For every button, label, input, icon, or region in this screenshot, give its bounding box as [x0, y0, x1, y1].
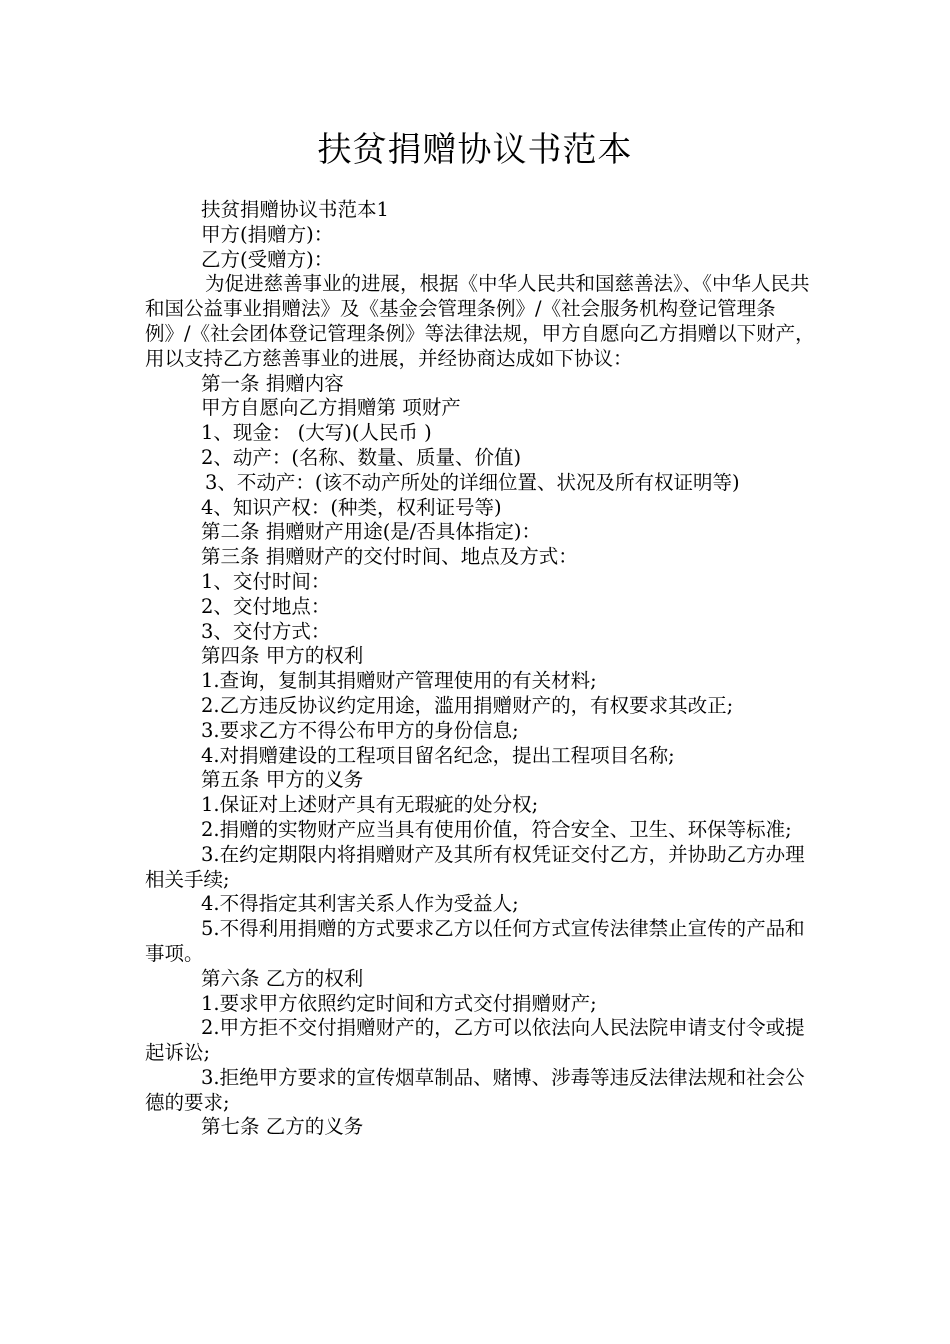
article-1-item-cash: 1、现金： (大写)(人民币 ): [201, 421, 432, 445]
article-4-item-2: 2.乙方违反协议约定用途，滥用捐赠财产的，有权要求其改正;: [201, 693, 734, 717]
article-5-item-1: 1.保证对上述财产具有无瑕疵的处分权;: [201, 793, 539, 817]
article-4-item-1: 1.查询，复制其捐赠财产管理使用的有关材料;: [201, 669, 597, 693]
article-5-item-5: 5.不得利用捐赠的方式要求乙方以任何方式宣传法律禁止宣传的产品和事项。: [145, 917, 805, 965]
article-3-item-method: 3、交付方式：: [201, 619, 331, 643]
article-6-item-2: 2.甲方拒不交付捐赠财产的，乙方可以依法向人民法院申请支付令或提起诉讼;: [145, 1016, 805, 1065]
article-5-heading: 第五条 甲方的义务: [201, 768, 364, 792]
article-5-item-3: 3.在约定期限内将捐赠财产及其所有权凭证交付乙方，并协助乙方办理相关手续;: [145, 842, 805, 891]
article-3-item-time: 1、交付时间：: [201, 569, 331, 593]
article-5-item-2: 2.捐赠的实物财产应当具有使用价值，符合安全、卫生、环保等标准;: [201, 817, 792, 841]
article-5-item-4: 4.不得指定其利害关系人作为受益人;: [201, 892, 519, 916]
article-1-intro: 甲方自愿向乙方捐赠第 项财产: [201, 396, 461, 420]
article-2-heading: 第二条 捐赠财产用途(是/否具体指定)：: [201, 520, 541, 544]
document-body: [145, 198, 815, 1140]
article-6-item-1: 1.要求甲方依照约定时间和方式交付捐赠财产;: [201, 991, 597, 1015]
preamble-paragraph: 为促进慈善事业的进展，根据《中华人民共和国慈善法》、《中华人民共和国公益事业捐赠法》及《基金会管理条例》/《社会服务机构登记管理条例》/《社会团体登记管理条例》等法律法规，甲方自愿向乙方捐赠以下财产，用以支持乙方慈善事业的进展，并经协商达成如下协议：: [145, 272, 815, 370]
article-6-item-3: 3.拒绝甲方要求的宣传烟草制品、赌博、涉毒等违反法律法规和社会公德的要求;: [145, 1065, 805, 1114]
party-b-line: 乙方(受赠方)：: [201, 247, 334, 271]
article-1-item-realestate: 3、不动产：(该不动产所处的详细位置、状况及所有权证明等): [205, 470, 740, 494]
article-1-item-ip: 4、知识产权：(种类，权利证号等): [201, 495, 502, 519]
document-title: 扶贫捐赠协议书范本: [317, 130, 633, 170]
article-6-heading: 第六条 乙方的权利: [201, 966, 364, 990]
article-4-heading: 第四条 甲方的权利: [201, 644, 364, 668]
article-4-item-4: 4.对捐赠建设的工程项目留名纪念，提出工程项目名称;: [201, 743, 675, 767]
article-3-heading: 第三条 捐赠财产的交付时间、地点及方式：: [201, 545, 578, 569]
article-4-item-3: 3.要求乙方不得公布甲方的身份信息;: [201, 718, 519, 742]
article-1-item-movable: 2、动产：(名称、数量、质量、价值): [201, 445, 522, 469]
party-a-line: 甲方(捐赠方)：: [201, 222, 334, 246]
subtitle-line: 扶贫捐赠协议书范本1: [201, 198, 389, 221]
article-7-heading: 第七条 乙方的义务: [201, 1115, 364, 1139]
article-1-heading: 第一条 捐赠内容: [201, 371, 344, 395]
article-3-item-place: 2、交付地点：: [201, 594, 331, 618]
